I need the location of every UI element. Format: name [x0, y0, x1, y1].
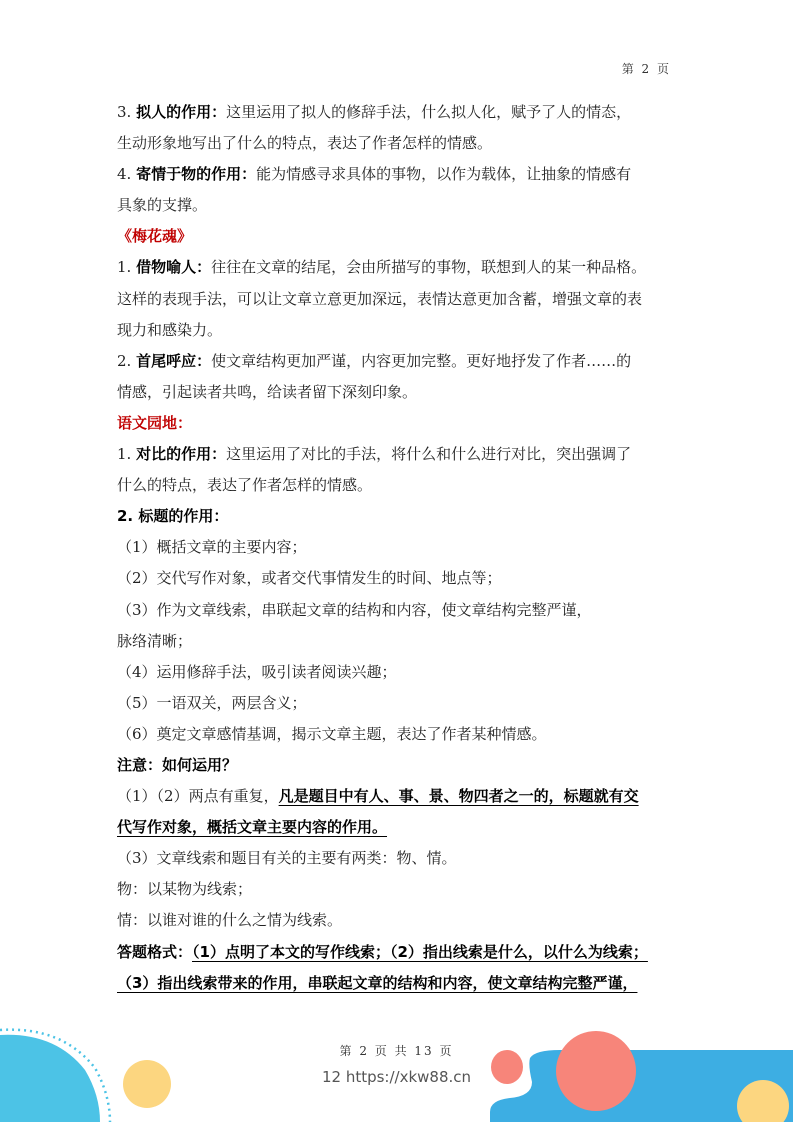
body-text: （4）运用修辞手法，吸引读者阅读兴趣；: [117, 662, 397, 681]
body-text: 这里运用了对比的手法，将什么和什么进行对比，突出强调了: [226, 445, 632, 464]
bold-term: 2. 标题的作用：: [117, 507, 229, 526]
text-line: [117, 626, 677, 657]
text-line: [117, 346, 677, 377]
body-text: （3）文章线索和题目有关的主要有两类：物、情。: [117, 849, 457, 868]
section-heading: 语文园地：: [117, 413, 193, 432]
underlined-emphasis: 代写作对象，概括文章主要内容的作用。: [117, 818, 388, 837]
body-text: 什么的特点，表达了作者怎样的情感。: [117, 476, 373, 495]
body-text: 物：以某物为线索；: [117, 880, 253, 899]
body-text: （1）（2）两点有重复，: [117, 787, 279, 806]
body-text: 2.: [117, 351, 137, 370]
text-line: [117, 937, 677, 968]
bold-term: 答题格式：: [117, 942, 193, 961]
text-line: [117, 657, 677, 688]
document-body: [117, 97, 677, 999]
body-text: （3）作为文章线索，串联起文章的结构和内容，使文章结构完整严谨，: [117, 600, 592, 619]
small-coral-circle-shape: [491, 1050, 523, 1084]
text-line: [117, 719, 677, 750]
bold-term: 注意：如何运用？: [117, 755, 238, 774]
body-text: 1.: [117, 258, 137, 277]
text-line: [117, 315, 677, 346]
bold-term: 寄情于物的作用：: [136, 165, 257, 184]
footer-page-count: 第 2 页 共 13 页: [339, 1044, 454, 1058]
text-line: [117, 563, 677, 594]
text-line: [117, 190, 677, 221]
yellow-circle-shape: [123, 1060, 171, 1108]
body-text: 这样的表现手法，可以让文章立意更加深远，表情达意更加含蓄，增强文章的表: [117, 289, 643, 308]
body-text: 生动形象地写出了什么的特点，表达了作者怎样的情感。: [117, 134, 493, 153]
text-line: [117, 595, 677, 626]
body-text: 脉络清晰；: [117, 631, 193, 650]
text-line: [117, 750, 677, 781]
body-text: （6）奠定文章感情基调，揭示文章主题，表达了作者某种情感。: [117, 724, 547, 743]
body-text: 情感，引起读者共鸣，给读者留下深刻印象。: [117, 382, 418, 401]
text-line: [117, 532, 677, 563]
body-text: 情：以谁对谁的什么之情为线索。: [117, 911, 343, 930]
text-line: [117, 377, 677, 408]
large-coral-circle-shape: [556, 1031, 636, 1111]
blue-quarter-circle-shape: [0, 1035, 100, 1122]
text-line: [117, 874, 677, 905]
footer-decoration: [0, 1020, 793, 1122]
body-text: 3.: [117, 103, 137, 121]
body-text: （5）一语双关，两层含义；: [117, 693, 307, 712]
text-line: [117, 905, 677, 936]
text-line: [117, 408, 677, 439]
text-line: [117, 284, 677, 315]
body-text: 能为情感寻求具体的事物，以作为载体，让抽象的情感有: [256, 165, 632, 184]
body-text: （1）概括文章的主要内容；: [117, 538, 307, 557]
text-line: [117, 470, 677, 501]
bold-term: 首尾呼应：: [136, 351, 212, 370]
text-line: [117, 688, 677, 719]
text-line: [117, 221, 677, 252]
body-text: 4.: [117, 165, 137, 184]
section-heading: 《梅花魂》: [117, 227, 193, 246]
bold-term: 借物喻人：: [136, 258, 212, 277]
underlined-emphasis: 凡是题目中有人、事、景、物四者之一的，标题就有交: [278, 787, 639, 806]
page-header-number: 第 2 页: [621, 62, 671, 76]
text-line: [117, 968, 677, 999]
underlined-emphasis: （1）点明了本文的写作线索；（2）指出线索是什么，以什么为线索；: [192, 942, 648, 961]
text-line: [117, 812, 677, 843]
text-line: [117, 252, 677, 283]
text-line: [117, 439, 677, 470]
body-text: 这里运用了拟人的修辞手法，什么拟人化，赋予了人的情态，: [226, 103, 632, 121]
bold-term: 拟人的作用：: [136, 103, 227, 121]
footer-url: 12 https://xkw88.cn: [321, 1068, 472, 1086]
body-text: 使文章结构更加严谨，内容更加完整。更好地抒发了作者……的: [211, 351, 632, 370]
body-text: 往往在文章的结尾，会由所描写的事物，联想到人的某一种品格。: [211, 258, 647, 277]
body-text: 具象的支撑。: [117, 196, 208, 215]
body-text: 1.: [117, 445, 137, 464]
underlined-emphasis: （3）指出线索带来的作用，串联起文章的结构和内容，使文章结构完整严谨，: [117, 973, 638, 992]
body-text: （2）交代写作对象，或者交代事情发生的时间、地点等；: [117, 569, 502, 588]
bold-term: 对比的作用：: [136, 445, 227, 464]
text-line: [117, 97, 677, 128]
body-text: 现力和感染力。: [117, 320, 223, 339]
text-line: [117, 501, 677, 532]
text-line: [117, 128, 677, 159]
text-line: [117, 781, 677, 812]
text-line: [117, 843, 677, 874]
text-line: [117, 159, 677, 190]
